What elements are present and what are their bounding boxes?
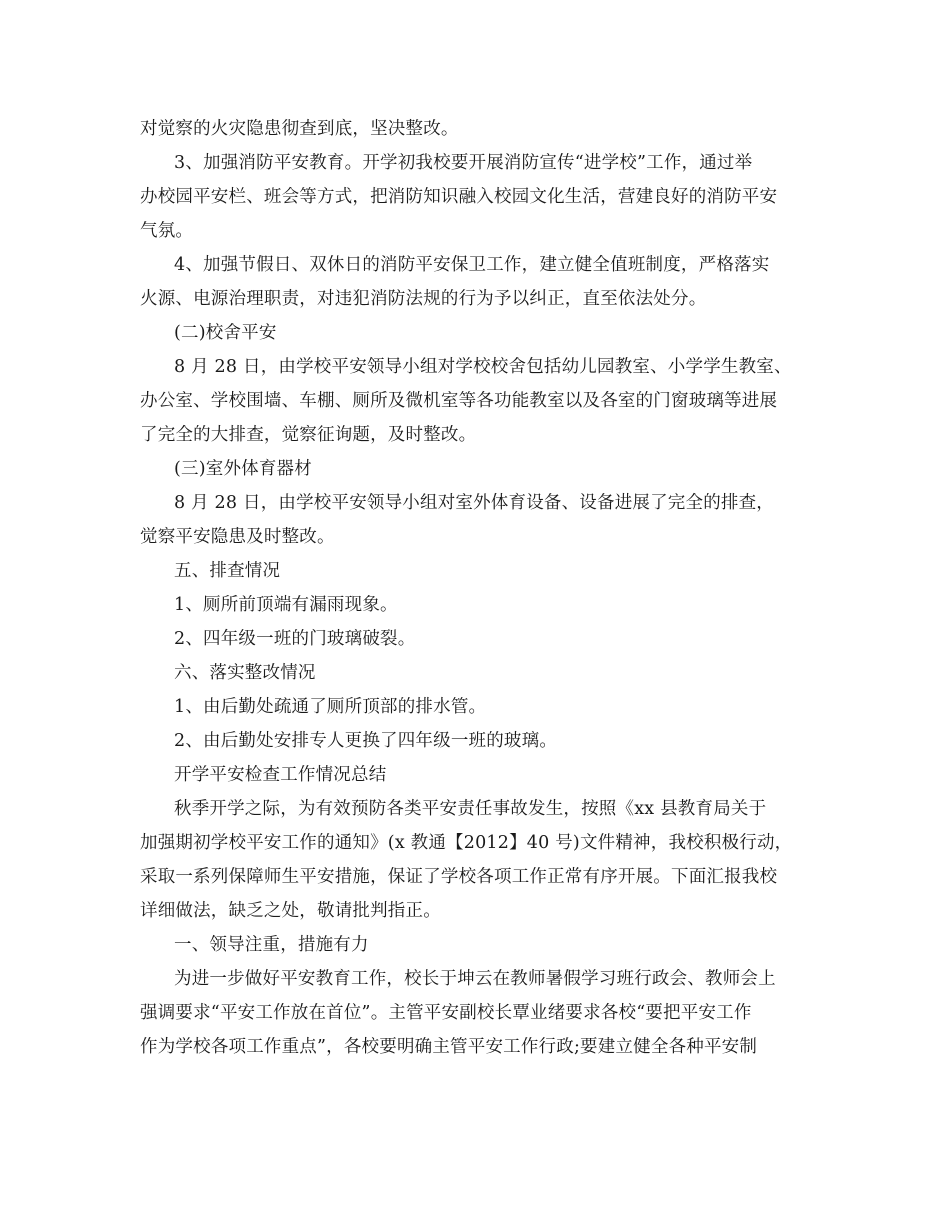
text-line: 3、加强消防平安教育。开学初我校要开展消防宣传“进学校”工作，通过举 (174, 153, 753, 173)
text-line: 办校园平安栏、班会等方式，把消防知识融入校园文化生活，营建良好的消防平安 (140, 187, 778, 207)
text-line: 强调要求“平安工作放在首位”。主管平安副校长覃业绪要求各校“要把平安工作 (140, 1003, 752, 1023)
text-line: 8 月 28 日，由学校平安领导小组对学校校舍包括幼儿园教室、小学学生教室、 (174, 357, 792, 377)
text-line: 4、加强节假日、双休日的消防平安保卫工作，建立健全值班制度，严格落实 (174, 255, 770, 275)
list-item: 2、由后勤处安排专人更换了四年级一班的玻璃。 (174, 731, 558, 751)
text-line: 气氛。 (140, 221, 194, 241)
text-line: 对觉察的火灾隐患彻查到底，坚决整改。 (140, 119, 459, 139)
text-line: 采取一系列保障师生平安措施，保证了学校各项工作正常有序开展。下面汇报我校 (140, 867, 778, 887)
section-heading: 五、排查情况 (174, 561, 281, 581)
text-line: 8 月 28 日，由学校平安领导小组对室外体育设备、设备进展了完全的排查， (174, 493, 774, 513)
text-line: 加强期初学校平安工作的通知》(x 教通【2012】40 号)文件精神，我校积极行动， (140, 833, 793, 853)
section-heading: 六、落实整改情况 (174, 663, 316, 683)
text-line: 办公室、学校围墙、车棚、厕所及微机室等各功能教室以及各室的门窗玻璃等进展 (140, 391, 778, 411)
list-item: 1、厕所前顶端有漏雨现象。 (174, 595, 398, 615)
section-heading: (二)校舍平安 (174, 323, 277, 343)
section-heading: 一、领导注重，措施有力 (174, 935, 369, 955)
text-line: 火源、电源治理职责，对违犯消防法规的行为予以纠正，直至依法处分。 (140, 289, 707, 309)
document-body (140, 112, 820, 1064)
text-line: 作为学校各项工作重点”，各校要明确主管平安工作行政;要建立健全各种平安制 (140, 1037, 758, 1057)
text-line: 了完全的大排查，觉察征询题，及时整改。 (140, 425, 477, 445)
text-line: 秋季开学之际，为有效预防各类平安责任事故发生，按照《xx 县教育局关于 (174, 799, 767, 819)
list-item: 2、四年级一班的门玻璃破裂。 (174, 629, 416, 649)
section-heading: (三)室外体育器材 (174, 459, 312, 479)
text-line: 详细做法，缺乏之处，敬请批判指正。 (140, 901, 441, 921)
text-line: 觉察平安隐患及时整改。 (140, 527, 335, 547)
list-item: 1、由后勤处疏通了厕所顶部的排水管。 (174, 697, 487, 717)
document-title: 开学平安检查工作情况总结 (174, 765, 387, 785)
text-line: 为进一步做好平安教育工作，校长于坤云在教师暑假学习班行政会、教师会上 (174, 969, 776, 989)
